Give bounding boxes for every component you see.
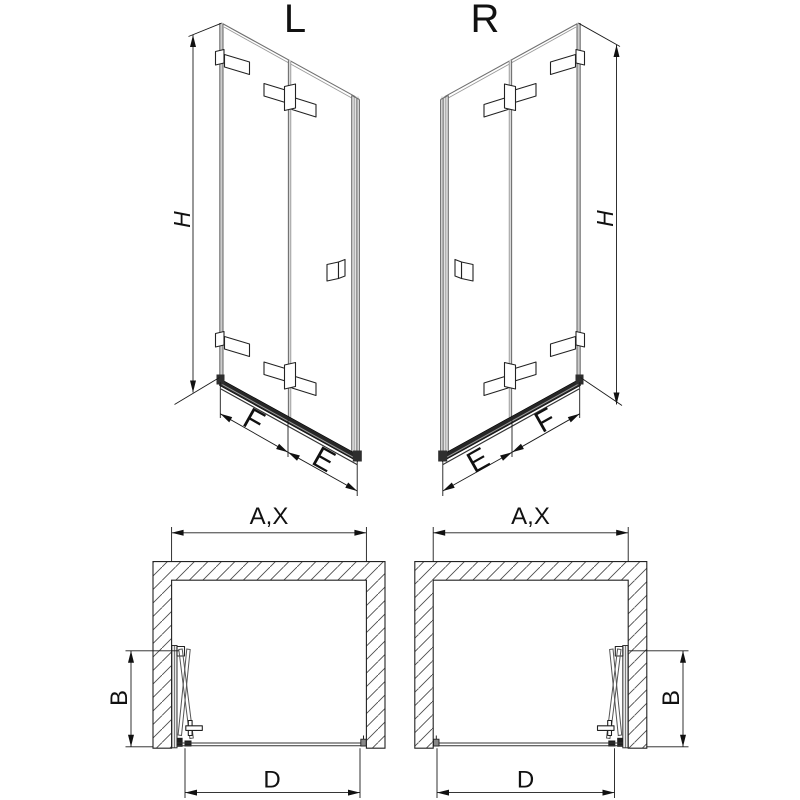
- dim-label-F-right: F: [529, 401, 562, 440]
- dim-label-B-left: B: [106, 689, 133, 707]
- plan-folded-door: [172, 646, 367, 748]
- dim-label-F-left: F: [237, 401, 270, 440]
- elevation-door-geometry: [216, 23, 362, 465]
- dim-label-B-right: B: [658, 689, 685, 707]
- view-label-left: L: [283, 0, 307, 41]
- dim-label-H-left: H: [169, 211, 195, 228]
- wall-profile: [352, 97, 359, 456]
- dimension-height-left: [169, 23, 222, 404]
- dimension-opening-left: [172, 503, 367, 562]
- plan-folded-door-right: [434, 646, 629, 748]
- dim-label-H-right: H: [592, 210, 618, 227]
- dimension-opening-right: [433, 503, 628, 562]
- door-handle-knob: [327, 260, 345, 282]
- dim-label-D-right: D: [516, 766, 535, 794]
- elevation-left-view: [169, 0, 357, 496]
- dim-label-AX-right: A,X: [511, 503, 550, 530]
- dimension-entry-right: [437, 748, 615, 798]
- dim-label-D-left: D: [263, 766, 281, 794]
- dim-label-E-left: E: [306, 440, 341, 480]
- dimension-entry-left: [185, 748, 360, 798]
- elevation-right-view: [443, 0, 622, 496]
- plan-right-view: [415, 503, 689, 798]
- sill-end-bracket: [361, 739, 367, 746]
- view-label-right: R: [470, 0, 500, 41]
- dim-label-AX-left: A,X: [249, 503, 289, 530]
- plan-left-view: [106, 503, 385, 798]
- dim-label-E-right: E: [461, 441, 496, 481]
- dimension-height-right: [579, 23, 623, 405]
- plan-handle: [186, 721, 203, 736]
- rail-end-block: [353, 451, 362, 462]
- elevation-door-geometry-right: [438, 23, 584, 465]
